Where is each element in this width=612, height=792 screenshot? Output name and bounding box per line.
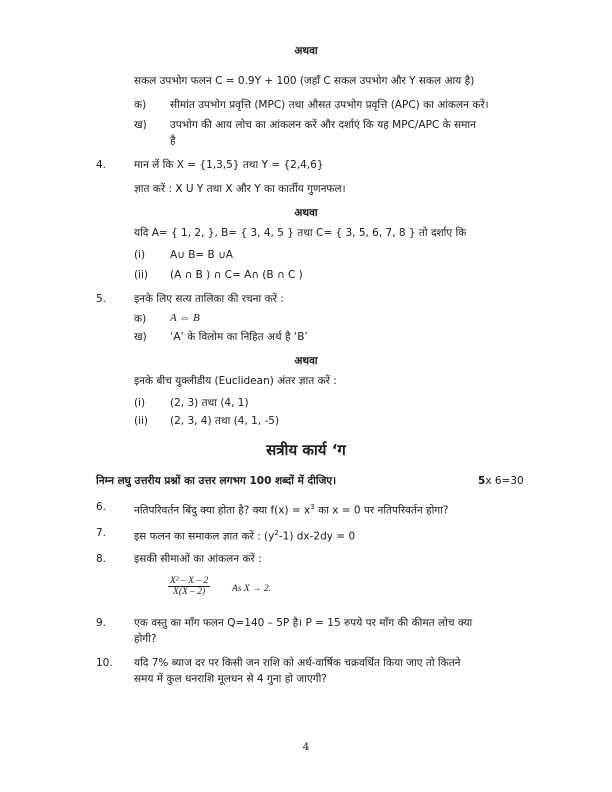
question-number: 4.	[96, 159, 107, 171]
subq-text: ‘A’ के विलोम का निहित अर्थ है ‘B’	[170, 331, 308, 343]
marks-formula: x 6=30	[485, 475, 524, 487]
subq-label: ख)	[134, 331, 147, 343]
exponent: 2	[274, 529, 279, 537]
question-text-part: नतिपरिवर्तन बिंदु क्या होता है? क्या f(x) = x	[134, 504, 311, 517]
or-heading: अथवा	[294, 207, 318, 219]
subq-label: ख)	[134, 119, 147, 131]
subq-label: (i)	[134, 249, 146, 261]
question-number: 7.	[96, 527, 107, 539]
subq-text: A ⇔ B	[170, 312, 200, 324]
question-text: एक वस्तु का माँग फलन Q=140 – 5P है। P = 15 रुपये पर माँग की कीमत लोच क्या	[134, 617, 473, 629]
question-text: यदि A= { 1, 2, }, B= { 3, 4, 5 } तथा C= { 3, 5, 6, 7, 8 } तो दर्शाए कि	[134, 227, 467, 239]
question-text-part: का x = 0 पर नतिपरिवर्तन होगा?	[314, 504, 449, 517]
subq-text: उपभोग की आय लोच का आंकलन करें और दर्शाएं कि यह MPC/APC के समान	[170, 119, 476, 131]
marks-count: 5	[478, 475, 486, 487]
question-number: 10.	[96, 657, 113, 669]
fraction-denominator: X(X – 2)	[173, 587, 206, 597]
question-text: इनके लिए सत्य तालिका की रचना करें :	[134, 293, 284, 305]
limit-condition: As X → 2.	[232, 584, 272, 594]
subq-text: (2, 3, 4) तथा (4, 1, -5)	[170, 415, 280, 427]
subq-text: सीमांत उपभोग प्रवृत्ति (MPC) तथा औसत उपभोग प्रवृत्ति (APC) का आंकलन करें।	[170, 99, 489, 111]
subq-text-continued: है	[170, 135, 176, 147]
page-number: 4	[302, 741, 310, 753]
subq-text: (2, 3) तथा (4, 1)	[170, 397, 249, 409]
limit-fraction	[168, 576, 210, 597]
question-text: ज्ञात करें : X U Y तथा X और Y का कार्तीय गुणनफल।	[134, 183, 346, 195]
question-number: 8.	[96, 553, 107, 565]
question-text: यदि 7% ब्याज दर पर किसी जन राशि को अर्ध-वार्षिक चक्रवर्धित किया जाए तो कितने	[134, 657, 461, 669]
question-text-part: इस फलन का समाकल ज्ञात करें : (y	[134, 530, 275, 543]
or-heading: अथवा	[294, 45, 318, 57]
or-heading: अथवा	[294, 355, 318, 367]
subq-label: क)	[134, 313, 147, 325]
question-text-continued: समय में कुल धनराशि मूलधन से 4 गुना हो जाएगी?	[134, 673, 327, 685]
question-text: मान लें कि X = {1,3,5} तथा Y = {2,4,6}	[134, 159, 324, 171]
subq-label: (ii)	[134, 269, 149, 281]
subq-label: (ii)	[134, 415, 149, 427]
section-instruction: निम्न लघु उत्तरीय प्रश्नों का उत्तर लगभग 100 शब्दों में दीजिए।	[96, 475, 337, 487]
subq-text: A∪ B= B ∪A	[170, 249, 233, 261]
subq-label: क)	[134, 99, 147, 111]
exponent: 3	[310, 503, 315, 511]
fraction-numerator: X² – X – 2	[170, 576, 209, 586]
subq-text: (A ∩ B ) ∩ C= A∩ (B ∩ C )	[170, 269, 303, 281]
question-text: इनके बीच युक्लीडीय (Euclidean) अंतर ज्ञात करें :	[134, 375, 337, 387]
question-text	[134, 526, 355, 544]
question-number: 6.	[96, 501, 107, 513]
section-heading: सत्रीय कार्य ‘ग	[266, 441, 346, 459]
subq-label: (i)	[134, 397, 146, 409]
question-text-part: -1) dx-2dy = 0	[278, 530, 356, 543]
question-text: इसकी सीमाओं का आंकलन करें :	[134, 553, 262, 565]
question-number: 5.	[96, 293, 107, 305]
consumption-function-intro: सकल उपभोग फलन C = 0.9Y + 100 (जहाँ C सकल उपभोग और Y सकल आय है)	[134, 75, 475, 87]
marks-allocation	[478, 474, 524, 488]
question-text	[134, 500, 449, 518]
question-text-continued: होगी?	[134, 633, 157, 645]
question-number: 9.	[96, 617, 107, 629]
